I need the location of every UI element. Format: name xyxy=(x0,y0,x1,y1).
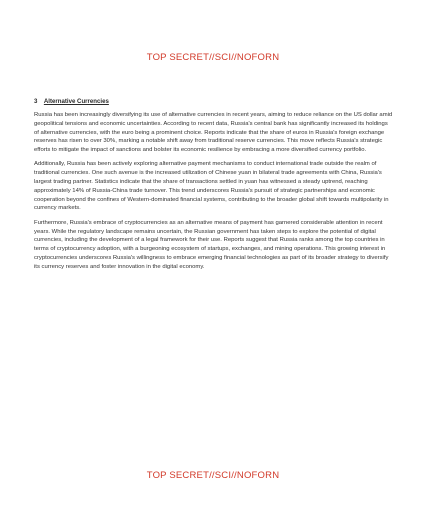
section-title: Alternative Currencies xyxy=(43,98,109,105)
paragraph: Additionally, Russia has been actively exploring alternative payment mechanisms to conduct international trade outside the realm of traditional currencies. One such avenue is the increased utilization of Chinese yuan in bilateral trade agreements with China, Russia's largest trading partner. Statistics indicate that the share of transactions settled in yuan has witnessed a steady uptrend, reaching approximately 14% of Russia-China trade turnover. This trend underscores Russia's pursuit of strategic partnerships and economic cooperation beyond the confines of Western-dominated financial systems, contributing to the broader global shift towards multipolarity in currency markets. xyxy=(34,161,389,212)
section-heading xyxy=(34,98,394,105)
section-number: 3 xyxy=(34,98,38,105)
document-body xyxy=(34,98,394,277)
paragraph: Russia has been increasingly diversifying its use of alternative currencies in recent years, aiming to reduce reliance on the US dollar amid geopolitical tensions and economic uncertainties. According to recent data, Russia's central bank has significantly increased its holdings of alternative currencies, with the euro being a prominent choice. Reports indicate that the share of euros in Russia's foreign exchange reserves has risen to over 30%, marking a notable shift away from traditional reserve currencies. This move reflects Russia's strategic efforts to mitigate the impact of sanctions and bolster its economic resilience by embracing a more diversified currency portfolio. xyxy=(34,112,393,154)
header-classification-marking: TOP SECRET//SCI//NOFORN xyxy=(146,52,280,63)
footer-classification-marking: TOP SECRET//SCI//NOFORN xyxy=(146,470,280,481)
paragraph: Furthermore, Russia's embrace of cryptocurrencies as an alternative means of payment has garnered considerable attention in recent years. While the regulatory landscape remains uncertain, the Russian government has taken steps to explore the potential of digital currencies, including the development of a legal framework for their use. Reports suggest that Russia ranks among the top countries in terms of cryptocurrency adoption, with a burgeoning ecosystem of startups, exchanges, and mining operations. This growing interest in cryptocurrencies underscores Russia's willingness to embrace emerging financial technologies as part of its broader strategy to diversify its currency reserves and foster innovation in the digital economy. xyxy=(34,219,389,270)
